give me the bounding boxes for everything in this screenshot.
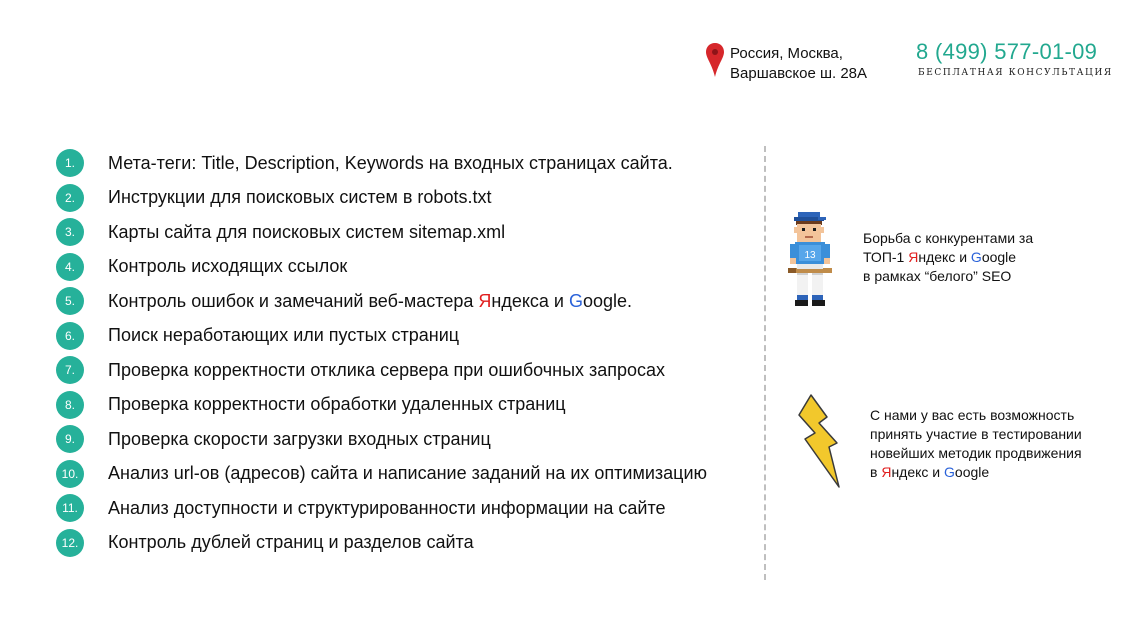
list-item-text: Поиск неработающих или пустых страниц: [108, 325, 460, 346]
list-item: [56, 146, 707, 181]
list-item: [56, 215, 707, 250]
list-item: [56, 388, 707, 423]
free-consultation-label[interactable]: БЕСПЛАТНАЯ КОНСУЛЬТАЦИЯ: [918, 68, 1113, 78]
list-number-badge: 7.: [56, 356, 84, 384]
yandex-letter: Я: [881, 464, 892, 480]
vertical-dashed-divider: [764, 146, 766, 580]
list-number-badge: 6.: [56, 322, 84, 350]
list-item-text: Проверка корректности обработки удаленных страниц: [108, 394, 566, 415]
list-item-text: Мета-теги: Title, Description, Keywords на входных страницах сайта.: [108, 152, 673, 173]
list-item-text: Карты сайта для поисковых систем sitemap.xml: [108, 221, 506, 242]
list-item: [56, 491, 707, 526]
list-item-text: Инструкции для поисковых систем в robots.txt: [108, 187, 492, 208]
list-number-badge: 3.: [56, 218, 84, 246]
list-number-badge: 12.: [56, 529, 84, 557]
list-item-text: Контроль исходящих ссылок: [108, 256, 348, 277]
list-number-badge: 1.: [56, 149, 84, 177]
list-item-text: Анализ url-ов (адресов) сайта и написание заданий на их оптимизацию: [108, 463, 708, 484]
list-item: [56, 457, 707, 492]
note-line: [863, 248, 1033, 267]
list-number-badge: 10.: [56, 460, 84, 488]
list-item: [56, 284, 707, 319]
text-segment: ндекс и: [891, 464, 945, 480]
yandex-letter: Я: [478, 290, 492, 311]
pixel-baseball-player-icon: [788, 212, 832, 308]
competition-note: [863, 229, 1033, 286]
list-item-text: Проверка скорости загрузки входных страниц: [108, 428, 491, 449]
list-number-badge: 2.: [56, 184, 84, 212]
list-item-text: Проверка корректности отклика сервера при ошибочных запросах: [108, 359, 666, 380]
text-segment: oogle.: [583, 290, 633, 311]
text-segment: в: [870, 464, 882, 480]
google-letter: G: [944, 464, 955, 480]
list-item: [56, 319, 707, 354]
lightning-bolt-icon: [795, 393, 843, 489]
seo-checklist: [56, 146, 707, 560]
list-item: [56, 422, 707, 457]
location-pin-icon: [705, 42, 725, 78]
address: [730, 44, 867, 84]
list-item: [56, 353, 707, 388]
list-item-text: Контроль дублей страниц и разделов сайта: [108, 532, 474, 553]
note-line: принять участие в тестировании: [870, 426, 1082, 442]
address-line-1: Россия, Москва,: [730, 45, 843, 62]
text-segment: oogle: [954, 464, 990, 480]
list-item: [56, 181, 707, 216]
note-line: С нами у вас есть возможность: [870, 407, 1075, 423]
note-line: новейших методик продвижения: [870, 445, 1082, 461]
list-number-badge: 8.: [56, 391, 84, 419]
text-segment: ТОП-1: [863, 249, 909, 265]
list-item-text: Анализ доступности и структурированности информации на сайте: [108, 497, 666, 518]
list-number-badge: 4.: [56, 253, 84, 281]
text-segment: ндекса и: [491, 290, 569, 311]
note-line: [870, 463, 1082, 482]
yandex-letter: Я: [908, 249, 919, 265]
text-segment: oogle: [981, 249, 1017, 265]
list-item: [56, 526, 707, 561]
note-line: Борьба с конкурентами за: [863, 230, 1034, 246]
list-item-text: [108, 291, 632, 312]
google-letter: G: [568, 290, 583, 311]
text-segment: ндекс и: [918, 249, 971, 265]
google-letter: G: [970, 249, 982, 265]
note-line: в рамках “белого” SEO: [863, 268, 1012, 284]
phone-number[interactable]: 8 (499) 577-01-09: [916, 39, 1098, 64]
text-segment: Контроль ошибок и замечаний веб-мастера: [108, 290, 479, 311]
list-number-badge: 11.: [56, 494, 84, 522]
list-number-badge: 5.: [56, 287, 84, 315]
list-number-badge: 9.: [56, 425, 84, 453]
address-line-2: Варшавское ш. 28А: [730, 65, 868, 82]
testing-opportunity-note: [870, 406, 1082, 482]
player-jersey-number: 13: [804, 250, 816, 261]
list-item: [56, 250, 707, 285]
